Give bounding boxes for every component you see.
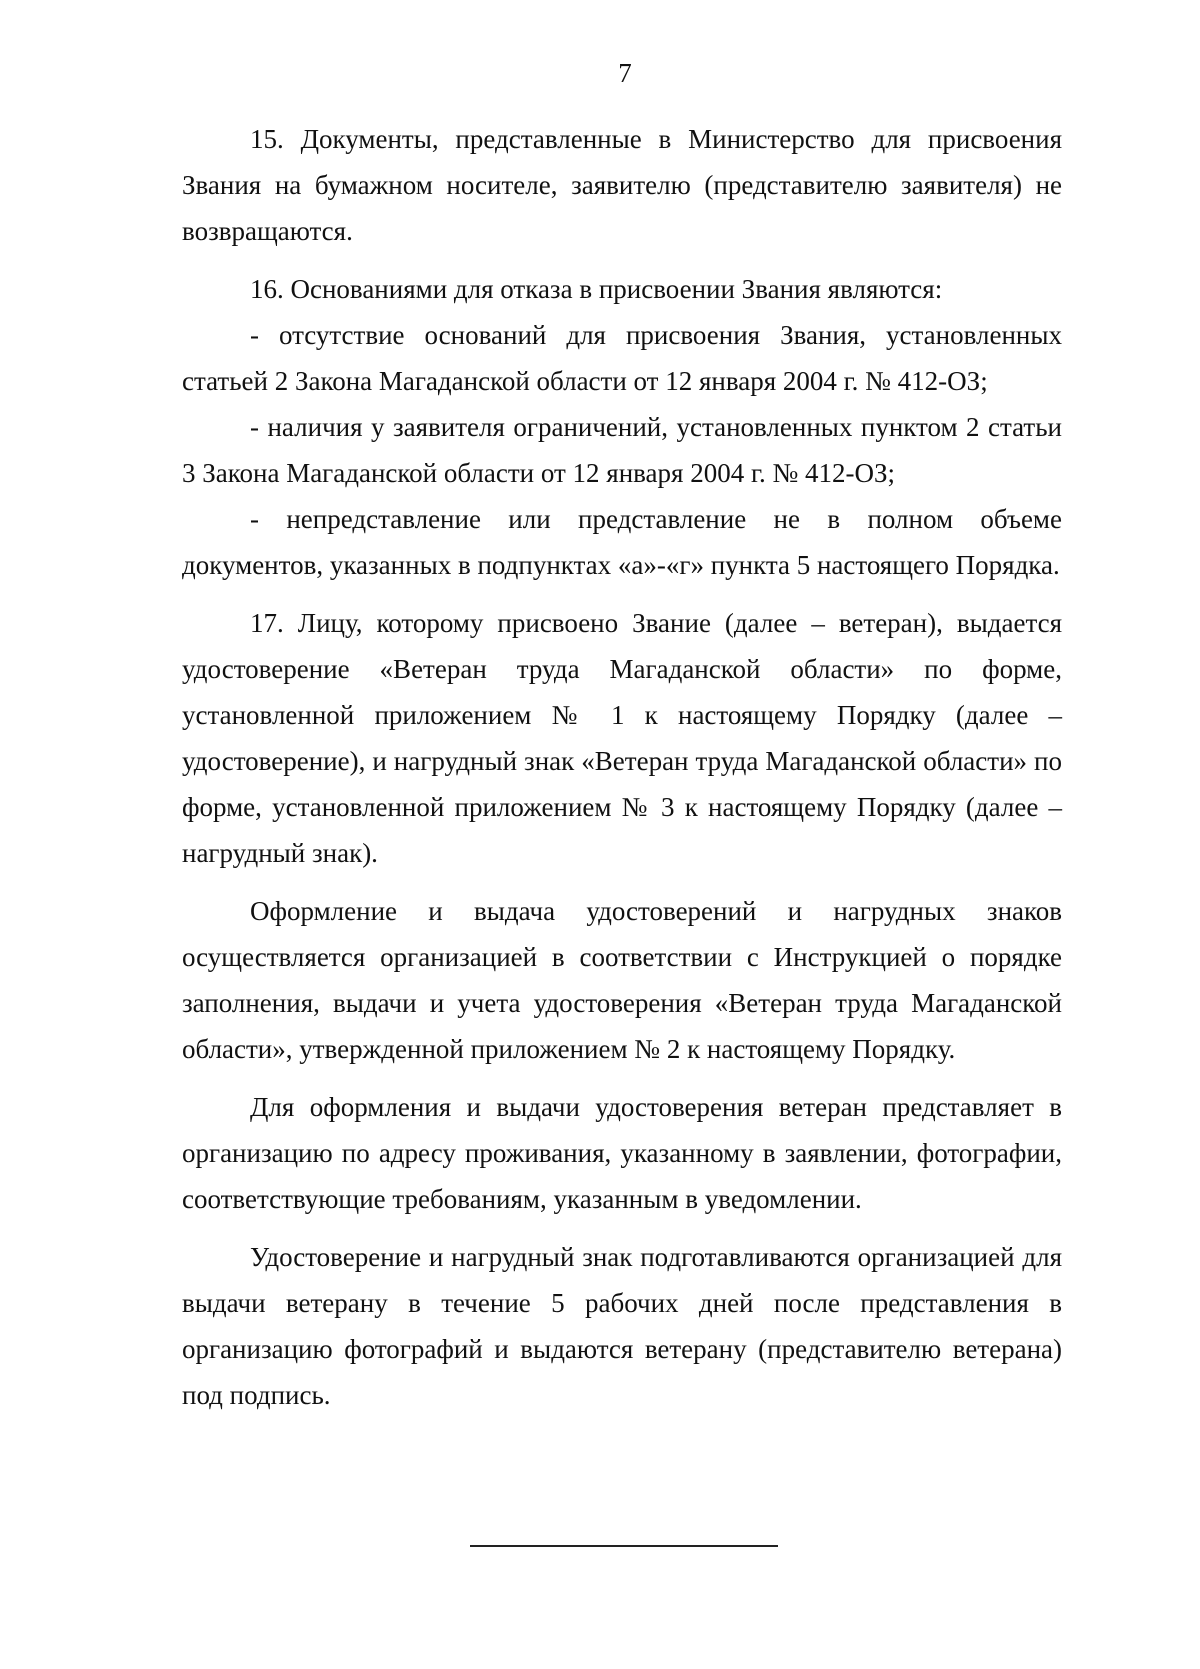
paragraph-preparation-period: Удостоверение и нагрудный знак подготавливаются организацией для выдачи ветерану в течение 5 рабочих дней после представления в организацию фотографий и выдаются ветерану (представителю ветерана) под подпись.: [182, 1242, 1062, 1410]
paragraph-registration-issuance: Оформление и выдача удостоверений и нагрудных знаков осуществляется организацией в соответствии с Инструкцией о порядке заполнения, выдачи и учета удостоверения «Ветеран труда Магаданской области», утвержденной приложением № 2 к настоящему Порядку.: [182, 896, 1062, 1064]
refusal-ground-no-basis: - отсутствие оснований для присвоения Звания, установленных статьей 2 Закона Магаданской области от 12 января 2004 г. № 412-ОЗ;: [182, 320, 1062, 396]
refusal-ground-missing-documents: - непредставление или представление не в полном объеме документов, указанных в подпунктах «а»-«г» пункта 5 настоящего Порядка.: [182, 504, 1062, 580]
refusal-ground-restrictions: - наличия у заявителя ограничений, установленных пунктом 2 статьи 3 Закона Магаданской области от 12 января 2004 г. № 412-ОЗ;: [182, 412, 1062, 488]
paragraph-photos-submission: Для оформления и выдачи удостоверения ветеран представляет в организацию по адресу проживания, указанному в заявлении, фотографии, соответствующие требованиям, указанным в уведомлении.: [182, 1092, 1062, 1214]
end-of-document-rule: [470, 1545, 778, 1547]
page-number: 7: [618, 58, 632, 88]
paragraph-16-refusal-grounds: 16. Основаниями для отказа в присвоении Звания являются:: [250, 274, 943, 304]
document-body: [182, 116, 1062, 1418]
paragraph-15-documents-not-returned: 15. Документы, представленные в Министерство для присвоения Звания на бумажном носителе, заявителю (представителю заявителя) не возвращаются.: [182, 124, 1062, 246]
paragraph-17-certificate-issuance: 17. Лицу, которому присвоено Звание (далее – ветеран), выдается удостоверение «Ветеран труда Магаданской области» по форме, установленной приложением № 1 к настоящему Порядку (далее – удостоверение), и нагрудный знак «Ветеран труда Магаданской области» по форме, установленной приложением № 3 к настоящему Порядку (далее – нагрудный знак).: [182, 608, 1062, 868]
